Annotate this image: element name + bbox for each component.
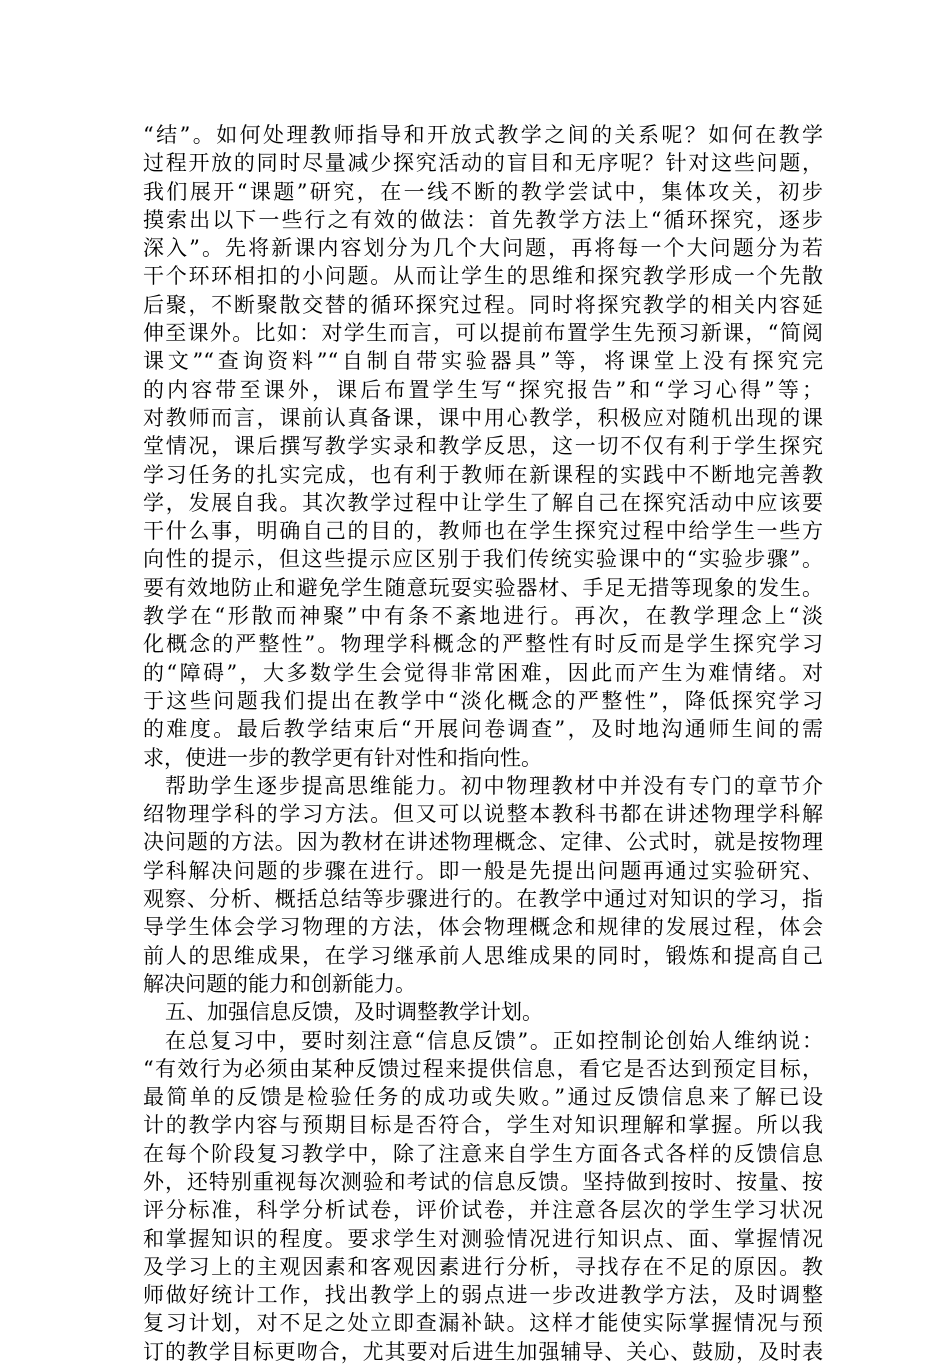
text-line: 化概念的严整性”。物理学科概念的严整性有时反而是学生探究学习 (143, 630, 823, 658)
text-line: 复习计划，对不足之处立即查漏补缺。这样才能使实际掌握情况与预 (143, 1309, 823, 1337)
text-line: 干个环环相扣的小问题。从而让学生的思维和探究教学形成一个先散 (143, 262, 823, 290)
text-line: 绍物理学科的学习方法。但又可以说整本教科书都在讲述物理学科解 (143, 800, 823, 828)
text-line: 在总复习中，要时刻注意“信息反馈”。正如控制论创始人维纳说： (143, 1027, 823, 1055)
text-line: 导学生体会学习物理的方法，体会物理概念和规律的发展过程，体会 (143, 913, 823, 941)
text-line: 课文”“查询资料”“自制自带实验器具”等，将课堂上没有探究完 (143, 347, 823, 375)
text-line: 观察、分析、概括总结等步骤进行的。在教学中通过对知识的学习，指 (143, 885, 823, 913)
text-line: 的内容带至课外，课后布置学生写“探究报告”和“学习心得”等； (143, 376, 823, 404)
text-line: 学科解决问题的步骤在进行。即一般是先提出问题再通过实验研究、 (143, 857, 823, 885)
text-line: 对教师而言，课前认真备课，课中用心教学，积极应对随机出现的课 (143, 404, 823, 432)
text-line: 订的教学目标更吻合，尤其要对后进生加强辅导、关心、鼓励，及时表 (143, 1338, 823, 1366)
text-line: 伸至课外。比如：对学生而言，可以提前布置学生先预习新课，“简阅 (143, 319, 823, 347)
text-line: 深入”。先将新课内容划分为几个大问题，再将每一个大问题分为若 (143, 234, 823, 262)
text-line: 在每个阶段复习教学中，除了注意来自学生方面各式各样的反馈信息 (143, 1140, 823, 1168)
text-line: 决问题的方法。因为教材在讲述物理概念、定律、公式时，就是按物理 (143, 828, 823, 856)
text-line: 师做好统计工作，找出教学上的弱点进一步改进教学方法，及时调整 (143, 1281, 823, 1309)
text-line: 于这些问题我们提出在教学中“淡化概念的严整性”，降低探究学习 (143, 687, 823, 715)
text-line: 教学在“形散而神聚”中有条不紊地进行。再次，在教学理念上“淡 (143, 602, 823, 630)
text-line: 我们展开“课题”研究，在一线不断的教学尝试中，集体攻关，初步 (143, 178, 823, 206)
text-line: 的“障碍”，大多数学生会觉得非常困难，因此而产生为难情绪。对 (143, 659, 823, 687)
text-line: 干什么事，明确自己的目的，教师也在学生探究过程中给学生一些方 (143, 517, 823, 545)
section-heading-text: 五、加强信息反馈，及时调整教学计划。 (143, 998, 823, 1026)
text-line: 堂情况，课后撰写教学实录和教学反思，这一切不仅有利于学生探究 (143, 432, 823, 460)
text-line: 学习任务的扎实完成，也有利于教师在新课程的实践中不断地完善教 (143, 461, 823, 489)
text-line: “有效行为必须由某种反馈过程来提供信息，看它是否达到预定目标， (143, 1055, 823, 1083)
body-text (143, 121, 823, 1366)
text-line: 评分标准，科学分析试卷，评价试卷，并注意各层次的学生学习状况 (143, 1196, 823, 1224)
text-line: 帮助学生逐步提高思维能力。初中物理教材中并没有专门的章节介 (143, 772, 823, 800)
text-line: 的难度。最后教学结束后“开展问卷调查”，及时地沟通师生间的需 (143, 715, 823, 743)
paragraph-feedback (143, 1027, 823, 1366)
paragraph-thinking-ability (143, 772, 823, 998)
text-line: 和掌握知识的程度。要求学生对测验情况进行知识点、面、掌握情况 (143, 1225, 823, 1253)
text-line: 学，发展自我。其次教学过程中让学生了解自己在探究活动中应该要 (143, 489, 823, 517)
text-line: “结”。如何处理教师指导和开放式教学之间的关系呢？如何在教学 (143, 121, 823, 149)
text-line: 计的教学内容与预期目标是否符合，学生对知识理解和掌握。所以我 (143, 1111, 823, 1139)
text-line: 过程开放的同时尽量减少探究活动的盲目和无序呢？针对这些问题， (143, 149, 823, 177)
text-line: 要有效地防止和避免学生随意玩耍实验器材、手足无措等现象的发生。 (143, 574, 823, 602)
text-line: 最简单的反馈是检验任务的成功或失败。”通过反馈信息来了解已设 (143, 1083, 823, 1111)
text-line: 求，使进一步的教学更有针对性和指向性。 (143, 744, 823, 772)
text-line: 及学习上的主观因素和客观因素进行分析，寻找存在不足的原因。教 (143, 1253, 823, 1281)
text-line: 后聚，不断聚散交替的循环探究过程。同时将探究教学的相关内容延 (143, 291, 823, 319)
text-line: 外，还特别重视每次测验和考试的信息反馈。坚持做到按时、按量、按 (143, 1168, 823, 1196)
text-line: 摸索出以下一些行之有效的做法：首先教学方法上“循环探究，逐步 (143, 206, 823, 234)
text-line: 解决问题的能力和创新能力。 (143, 970, 823, 998)
text-line: 向性的提示，但这些提示应区别于我们传统实验课中的“实验步骤”。 (143, 545, 823, 573)
text-line: 前人的思维成果，在学习继承前人思维成果的同时，锻炼和提高自己 (143, 942, 823, 970)
section-heading (143, 998, 823, 1026)
paragraph-teaching-methods (143, 121, 823, 772)
